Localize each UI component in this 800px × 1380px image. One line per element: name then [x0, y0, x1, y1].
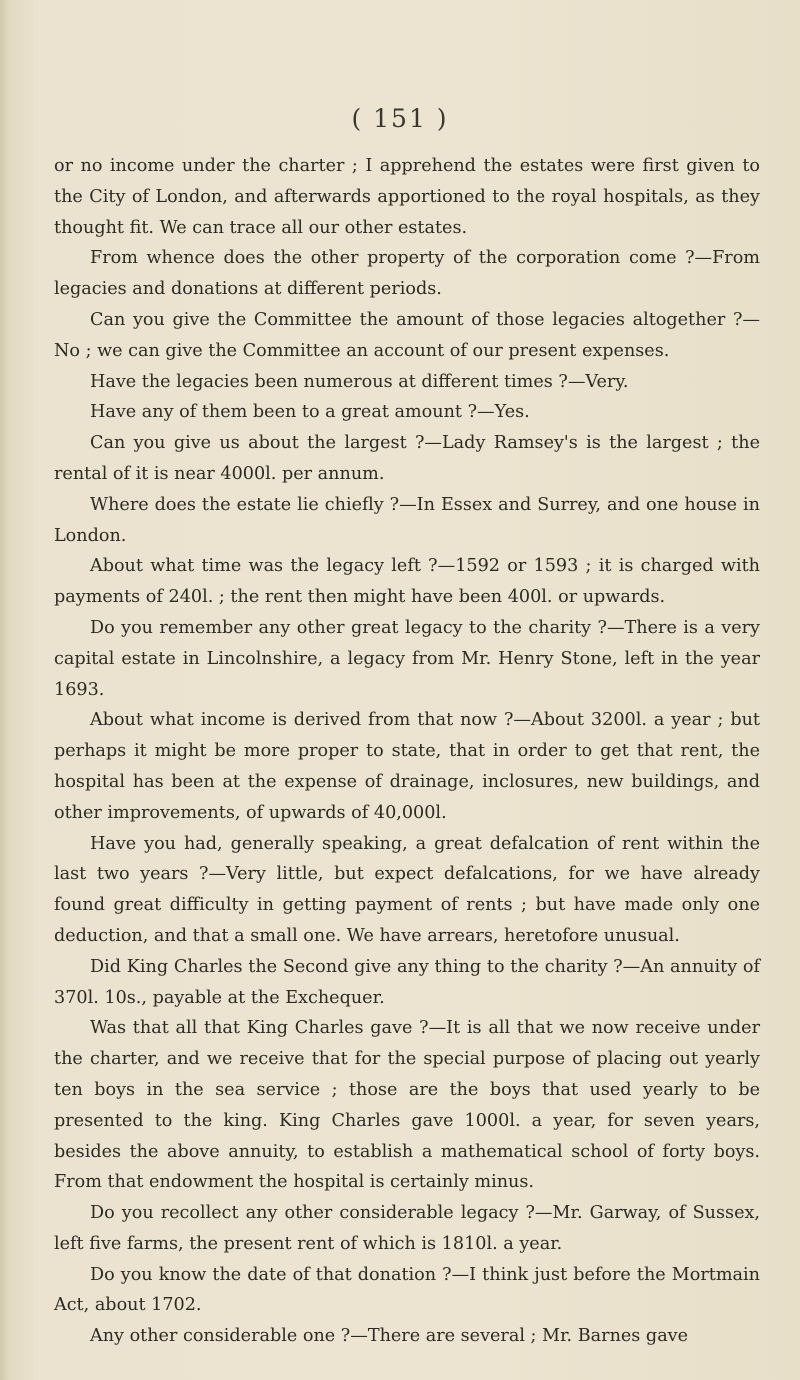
paragraph: Have any of them been to a great amount ?—Yes. [90, 402, 530, 423]
paragraph: Do you recollect any other considerable legacy ?—Mr. Garway, of Sussex, left five farms, the present rent of which is 1810l. a year. [54, 1203, 760, 1254]
paragraph: Have you had, generally speaking, a great defalcation of rent within the last two years ?—Very little, but expect defalcations, for we have already found great difficulty in getting payment of rents ; but have made only one deduction, and that a small one. We have arrears, heretofore unusual. [54, 833, 760, 946]
paragraph: About what time was the legacy left ?—1592 or 1593 ; it is charged with payments of 240l. ; the rent then might have been 400l. or upwards. [54, 556, 760, 608]
paragraph: Have the legacies been numerous at different times ?—Very. [90, 371, 629, 392]
paragraph: From whence does the other property of the corporation come ?—From legacies and donations at different periods. [54, 248, 760, 300]
paragraph: Do you remember any other great legacy to the charity ?—There is a very capital estate in Lincolnshire, a legacy from Mr. Henry Stone, left in the year 1693. [54, 617, 760, 700]
paragraph: Do you know the date of that donation ?—I think just before the Mortmain Act, about 1702. [54, 1264, 760, 1316]
body-text [54, 151, 760, 1352]
page-number: ( 151 ) [351, 104, 449, 133]
paragraph: Was that all that King Charles gave ?—It is all that we now receive under the charter, and we receive that for the special purpose of placing out yearly ten boys in the sea service ; those are the boys that used yearly to be presented to the king. King Charles gave 1000l. a year, for seven years, besides the above annuity, to establish a mathematical school of forty boys. From that endowment the hospital is certainly minus. [54, 1018, 760, 1193]
paragraph: Any other considerable one ?—There are several ; Mr. Barnes gave [90, 1326, 689, 1347]
paragraph: Can you give us about the largest ?—Lady Ramsey's is the largest ; the rental of it is near 4000l. per annum. [54, 433, 760, 484]
paragraph: Can you give the Committee the amount of those legacies altogether ?—No ; we can give the Committee an account of our present expenses. [54, 309, 760, 361]
paragraph: Did King Charles the Second give any thing to the charity ?—An annuity of 370l. 10s., payable at the Exchequer. [54, 956, 760, 1008]
paragraph: Where does the estate lie chiefly ?—In Essex and Surrey, and one house in London. [54, 494, 760, 546]
paragraph: or no income under the charter ; I apprehend the estates were first given to the City of London, and afterwards apportioned to the royal hospitals, as they thought fit. We can trace all our other estates. [54, 156, 760, 238]
paragraph: About what income is derived from that now ?—About 3200l. a year ; but perhaps it might be more proper to state, that in order to get that rent, the hospital has been at the expense of drainage, inclosures, new buildings, and other improvements, of upwards of 40,000l. [54, 710, 760, 823]
